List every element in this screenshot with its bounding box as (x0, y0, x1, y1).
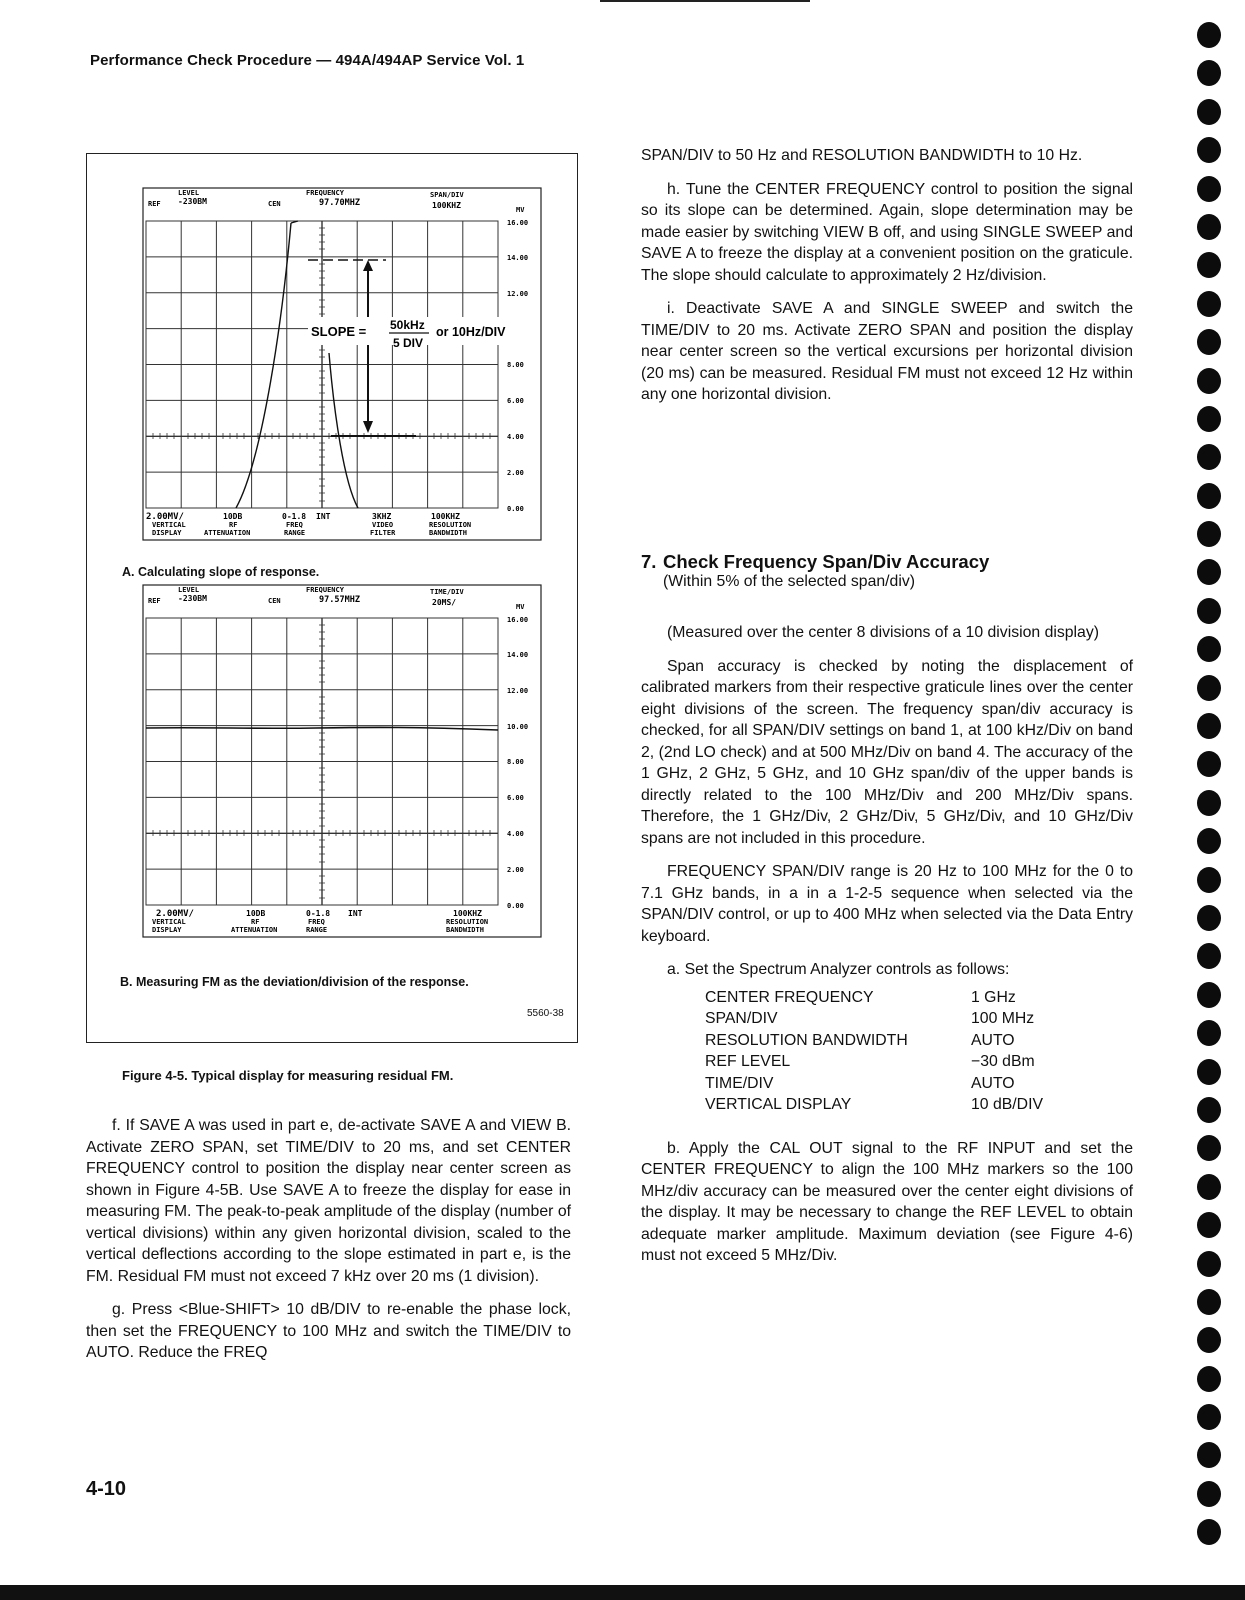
binder-hole (1197, 252, 1221, 278)
binder-hole (1197, 982, 1221, 1008)
binder-hole (1197, 214, 1221, 240)
svg-text:14.00: 14.00 (507, 254, 529, 262)
paragraph-i: i. Deactivate SAVE A and SINGLE SWEEP and switch the TIME/DIV to 20 ms. Activate ZERO SPAN and position the display near center screen so the vertical excursions per horizontal division (20 ms) can be measured. Residual FM must not exceed 12 Hz within any one horizontal division. (641, 300, 1133, 403)
binder-hole (1197, 1289, 1221, 1315)
svg-text:4.00: 4.00 (507, 433, 524, 441)
svg-text:0-1.8: 0-1.8 (282, 512, 307, 521)
paragraph-g: g. Press <Blue-SHIFT> 10 dB/DIV to re-enable the phase lock, then set the FREQUENCY to 100 MHz and switch the TIME/DIV to AUTO. Reduce the FREQ (86, 1301, 571, 1361)
display-b-bottom-readouts (152, 909, 488, 934)
display-b (143, 585, 541, 937)
display-a-bottom-readouts (146, 512, 471, 537)
svg-text:RESOLUTION: RESOLUTION (429, 521, 472, 529)
binder-hole (1197, 1174, 1221, 1200)
svg-text:8.00: 8.00 (507, 758, 524, 766)
slope-suffix: or 10Hz/DIV (436, 325, 506, 339)
svg-text:8.00: 8.00 (507, 361, 524, 369)
section-subtitle: (Within 5% of the selected span/div) (663, 573, 915, 590)
svg-text:10DB: 10DB (246, 909, 266, 918)
binder-hole (1197, 1481, 1221, 1507)
settings-row: RESOLUTION BANDWIDTH AUTO (705, 1031, 1015, 1049)
top-rule (600, 0, 810, 2)
binder-hole (1197, 1442, 1221, 1468)
binder-hole (1197, 176, 1221, 202)
slope-numerator: 50kHz (390, 318, 425, 332)
binder-hole (1197, 291, 1221, 317)
svg-text:6.00: 6.00 (507, 794, 524, 802)
svg-text:2.00MV/: 2.00MV/ (156, 909, 194, 919)
svg-text:2.00: 2.00 (507, 469, 524, 477)
slope-prefix: SLOPE = (311, 324, 367, 339)
svg-text:BANDWIDTH: BANDWIDTH (429, 529, 467, 537)
left-column (86, 1115, 571, 1376)
paragraph-span-range: FREQUENCY SPAN/DIV range is 20 Hz to 100 MHz for the 0 to 7.1 GHz bands, in a in a 1-2-5 sequence when selected via the SPAN/DIV control, or up to 400 MHz when selected via the Data Entry keyboard. (641, 863, 1133, 945)
svg-text:FREQ: FREQ (308, 918, 325, 926)
paragraph-b: b. Apply the CAL OUT signal to the RF INPUT and set the CENTER FREQUENCY to align the 100 MHz markers so the 100 MHz/div accuracy can be measured over the center eight divisions of the display. It may be necessary to change the REF LEVEL to obtain adequate marker amplitude. Maximum deviation (see Figure 4-6) must not exceed 5 MHz/Div. (641, 1139, 1133, 1264)
paragraph-span-accuracy: Span accuracy is checked by noting the displacement of calibrated markers from their respective graticule lines over the center eight divisions of the screen. The frequency span/div accuracy is checked, for all SPAN/DIV settings on band 1, at 100 kHz/Div on band 2, (2nd LO check) and at 500 MHz/Div on band 4. The accuracy of the 1 GHz, 2 GHz, 5 GHz, and 10 GHz span/div of the upper bands is directly related to the 100 MHz/Div and 200 MHz/Div spans. Therefore, the 1 GHz/Div, 2 GHz/Div, 5 GHz/Div, and 10 GHz/Div spans are not included in this procedure. (641, 657, 1133, 847)
binder-hole (1197, 1404, 1221, 1430)
paragraph-f: f. If SAVE A was used in part e, de-activate SAVE A and VIEW B. Activate ZERO SPAN, set TIME/DIV to 20 ms, and set CENTER FREQUENCY control to position the display near center screen as shown in Figure 4-5B. Use SAVE A to freeze the display for ease in measuring FM. The peak-to-peak amplitude of the display (number of vertical divisions) within any given horizontal division, scaled to the vertical deflections according to the slope estimated in part e, is the FM. Residual FM must not exceed 7 kHz over 20 ms (1 division). (86, 1117, 571, 1285)
paragraph-h: h. Tune the CENTER FREQUENCY control to position the signal so its slope can be determined. Again, slope determination may be made easier by switching VIEW B off, and using SINGLE SWEEP and SAVE A to freeze the display at a convenient position on the graticule. The slope should calculate to approximately 2 Hz/division. (641, 180, 1133, 284)
section-title: Check Frequency Span/Div Accuracy (663, 551, 990, 572)
svg-text:16.00: 16.00 (507, 219, 529, 227)
svg-text:100KHZ: 100KHZ (453, 909, 482, 918)
display-a-frequency-value: 97.70MHZ (319, 198, 360, 208)
svg-text:4.00: 4.00 (507, 830, 524, 838)
svg-text:INT: INT (348, 909, 363, 918)
display-b-scale (507, 616, 528, 910)
section-number: 7. (641, 551, 657, 572)
svg-text:DISPLAY: DISPLAY (152, 529, 182, 537)
svg-text:6.00: 6.00 (507, 397, 524, 405)
display-a-spandiv-value: 100KHZ (432, 201, 461, 210)
binder-hole (1197, 444, 1221, 470)
display-a-mv-label: MV (516, 206, 525, 214)
binder-hole (1197, 636, 1221, 662)
settings-row: CENTER FREQUENCY 1 GHz (705, 988, 1016, 1006)
slope-denominator: 5 DIV (393, 336, 424, 350)
display-a-level-value: -230BM (178, 197, 207, 206)
display-b-timediv-value: 20MS/ (432, 598, 457, 607)
display-b-mv-label: MV (516, 603, 525, 611)
svg-text:ATTENUATION: ATTENUATION (231, 926, 278, 934)
svg-text:RANGE: RANGE (284, 529, 306, 537)
binder-hole (1197, 22, 1221, 48)
binder-hole (1197, 1020, 1221, 1046)
paragraph-continued: SPAN/DIV to 50 Hz and RESOLUTION BANDWIDTH to 10 Hz. (641, 147, 1083, 164)
binder-hole (1197, 1212, 1221, 1238)
svg-text:2.00MV/: 2.00MV/ (146, 512, 184, 522)
binder-hole (1197, 790, 1221, 816)
binder-hole (1197, 1251, 1221, 1277)
binder-hole (1197, 1059, 1221, 1085)
figure-caption-a: A. Calculating slope of response. (122, 565, 320, 579)
svg-text:RESOLUTION: RESOLUTION (446, 918, 489, 926)
display-a-ref-label: REF (148, 200, 161, 208)
binder-hole (1197, 1366, 1221, 1392)
settings-row: REF LEVEL −30 dBm (705, 1053, 1035, 1070)
page-number: 4-10 (86, 1478, 127, 1500)
display-b-cen-label: CEN (268, 597, 281, 605)
svg-text:RF: RF (251, 918, 260, 926)
svg-text:100KHZ: 100KHZ (431, 512, 460, 521)
binder-hole (1197, 559, 1221, 585)
svg-text:RANGE: RANGE (306, 926, 328, 934)
display-a-cen-label: CEN (268, 200, 281, 208)
display-b-ref-label: REF (148, 597, 161, 605)
binder-hole (1197, 406, 1221, 432)
binder-hole (1197, 483, 1221, 509)
svg-text:VERTICAL: VERTICAL (152, 521, 186, 529)
svg-text:FREQ: FREQ (286, 521, 303, 529)
binder-hole (1197, 598, 1221, 624)
svg-text:12.00: 12.00 (507, 290, 529, 298)
binder-hole (1197, 828, 1221, 854)
svg-text:BANDWIDTH: BANDWIDTH (446, 926, 484, 934)
figure-code: 5560-38 (527, 1008, 564, 1019)
display-b-timediv-label: TIME/DIV (430, 588, 464, 596)
svg-text:FILTER: FILTER (370, 529, 396, 537)
binder-hole (1197, 713, 1221, 739)
svg-text:0-1.8: 0-1.8 (306, 909, 331, 918)
figure-caption: Figure 4-5. Typical display for measuring residual FM. (122, 1068, 454, 1083)
settings-row: SPAN/DIV 100 MHz (705, 1010, 1035, 1027)
svg-text:INT: INT (316, 512, 331, 521)
display-a-scale (507, 219, 528, 513)
svg-text:VERTICAL: VERTICAL (152, 918, 186, 926)
binder-hole (1197, 1327, 1221, 1353)
binder-hole (1197, 329, 1221, 355)
binder-hole (1197, 1097, 1221, 1123)
display-b-frequency-label: FREQUENCY (306, 586, 344, 594)
binder-holes (1194, 22, 1224, 1582)
display-b-level-value: -230BM (178, 594, 207, 603)
binder-hole (1197, 521, 1221, 547)
binder-hole (1197, 1135, 1221, 1161)
svg-text:3KHZ: 3KHZ (372, 512, 392, 521)
paragraph-measured: (Measured over the center 8 divisions of a 10 division display) (667, 624, 1100, 641)
display-a-level-label: LEVEL (178, 189, 200, 197)
svg-text:RF: RF (229, 521, 238, 529)
binder-hole (1197, 867, 1221, 893)
svg-text:ATTENUATION: ATTENUATION (204, 529, 251, 537)
binder-hole (1197, 60, 1221, 86)
paragraph-a: a. Set the Spectrum Analyzer controls as follows: (667, 961, 1010, 978)
svg-text:14.00: 14.00 (507, 651, 529, 659)
binder-hole (1197, 368, 1221, 394)
settings-row: VERTICAL DISPLAY 10 dB/DIV (705, 1096, 1044, 1113)
svg-text:10DB: 10DB (223, 512, 243, 521)
binder-hole (1197, 905, 1221, 931)
right-column-bottom (641, 622, 1133, 1279)
binder-hole (1197, 1519, 1221, 1545)
svg-text:0.00: 0.00 (507, 505, 524, 513)
figure-caption-b: B. Measuring FM as the deviation/division of the response. (120, 975, 469, 989)
display-a-spandiv-label: SPAN/DIV (430, 191, 464, 199)
display-b-frequency-value: 97.57MHZ (319, 595, 360, 605)
figure-displays (86, 153, 578, 1043)
display-a (143, 188, 541, 540)
svg-text:0.00: 0.00 (507, 902, 524, 910)
page-header: Performance Check Procedure — 494A/494AP Service Vol. 1 (90, 52, 525, 69)
settings-row: TIME/DIV AUTO (705, 1074, 1015, 1092)
bottom-bar (0, 1585, 1245, 1600)
binder-hole (1197, 137, 1221, 163)
binder-hole (1197, 675, 1221, 701)
display-a-frequency-label: FREQUENCY (306, 189, 344, 197)
svg-text:2.00: 2.00 (507, 866, 524, 874)
display-b-level-label: LEVEL (178, 586, 200, 594)
svg-text:12.00: 12.00 (507, 687, 529, 695)
section-7-heading (641, 551, 1133, 603)
settings-table (705, 987, 1043, 1116)
svg-text:10.00: 10.00 (507, 723, 529, 731)
binder-hole (1197, 99, 1221, 125)
binder-hole (1197, 751, 1221, 777)
svg-text:16.00: 16.00 (507, 616, 529, 624)
right-column-top (641, 145, 1133, 418)
svg-text:DISPLAY: DISPLAY (152, 926, 182, 934)
svg-text:VIDEO: VIDEO (372, 521, 394, 529)
binder-hole (1197, 943, 1221, 969)
